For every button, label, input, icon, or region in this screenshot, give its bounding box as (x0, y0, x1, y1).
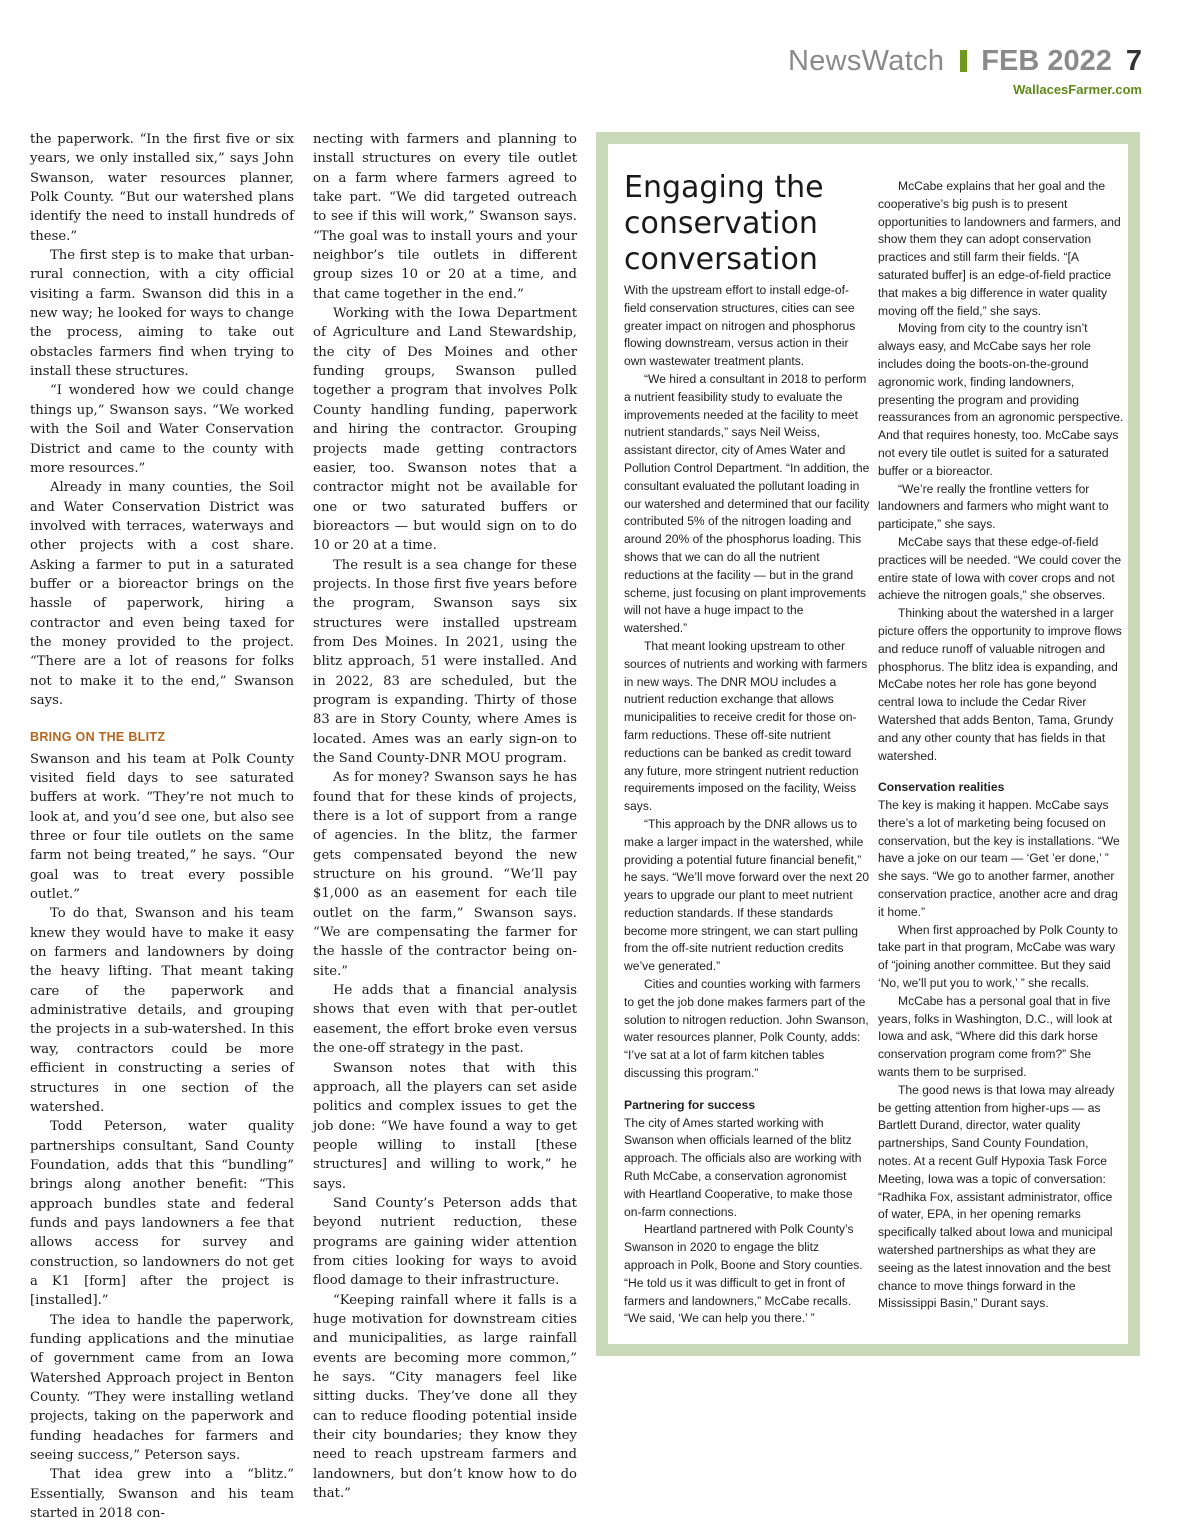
paragraph: “This approach by the DNR allows us to make a larger impact in the watershed, while providing a potential future financial benefit,” he says. “We’ll move forward over the next 20 years to upgrade our plant to meet nutrient reduction standards. If these standards become more stringent, we can start pulling from the off-site nutrient reduction credits we’ve generated.” (624, 816, 870, 974)
sidebar-content (608, 144, 1128, 1344)
paragraph: The key is making it happen. McCabe says there’s a lot of marketing being focused on conservation, but the key is installations. “We have a joke on our team — ‘Get ’er done,’ ” she says. “We go to another farmer, another conservation practice, another acre and drag it home.” (878, 798, 1120, 919)
paragraph: the paperwork. “In the first five or six years, we only installed six,” says John Swanson, water resources planner, Polk County. “But our watershed plans identify the need to install hundreds of these.” (30, 132, 294, 244)
subhead-conservation-realities: Conservation realities (878, 780, 1005, 795)
article-column-1 (30, 130, 294, 1523)
paragraph: That meant looking upstream to other sources of nutrients and working with farmers in new ways. The DNR MOU includes a nutrient reduction exchange that allows municipalities to receive credit for those on-farm reductions. These off-site nutrient reductions can be banked as credit toward any future, more stringent nutrient reduction requirements imposed on the facility, Weiss says. (624, 638, 868, 814)
paragraph: “I wondered how we could change things up,” Swanson says. “We worked with the Soil and Water Conservation District and came to the county with more resources.” (30, 383, 294, 476)
paragraph: As for money? Swanson says he has found that for these kinds of projects, there is a lot of support from a range of agencies. In the blitz, the farmer gets compensated beyond the new structure on his ground. “We’ll pay $1,000 as an easement for each tile outlet on the farm,” Swanson says. “We are compensating the farmer for the hassle of the contractor being on-site.” (313, 770, 577, 979)
paragraph: That idea grew into a “blitz.” Essentially, Swanson and his team started in 2018 con- (30, 1467, 294, 1522)
issue-date: FEB 2022 (981, 45, 1112, 77)
paragraph: To do that, Swanson and his team knew they would have to make it easy on farmers and landowners by doing the heavy lifting. That meant taking care of the paperwork and administrative details, and grouping the projects in a sub-watershed. In this way, contractors could be more efficient in constructing a series of structures in one section of the watershed. (30, 906, 294, 1115)
paragraph: “We hired a consultant in 2018 to perform a nutrient feasibility study to evaluate the improvements needed at the facility to meet nutrient standards,” says Neil Weiss, assistant director, city of Ames Water and Pollution Control Department. “In addition, the consultant evaluated the pollutant loading in our watershed and determined that our facility contributed 5% of the nitrogen loading and around 20% of the phosphorus loading. This shows that we can do all the nutrient reductions at the facility — but in the grand scheme, just focusing on plant improvements will not have a huge impact to the watershed.” (624, 371, 870, 636)
paragraph: McCabe says that these edge-of-field practices will be needed. “We could cover the entire state of Iowa with cover crops and not achieve the nitrogen goals,” she observes. (878, 534, 1122, 603)
paragraph: He adds that a financial analysis shows that even with that per-outlet easement, the effort broke even versus the one-off strategy in the past. (313, 983, 577, 1057)
header-divider-bar (960, 50, 967, 72)
paragraph: McCabe explains that her goal and the cooperative’s big push is to present opportunities to landowners and farmers, and show them they can adopt conservation practices and still farm their fields. “[A saturated buffer] is an edge-of-field practice that makes a big difference in water quality moving off the field,” she says. (878, 179, 1121, 318)
paragraph: “We’re really the frontline vetters for landowners and farmers who might want to participate,” she says. (878, 481, 1109, 532)
paragraph: Working with the Iowa Department of Agriculture and Land Stewardship, the city of Des Moines and other funding groups, Swanson pulled together a program that involves Polk County handling funding, paperwork and hiring the contractor. Grouping projects made getting contractors easier, too. Swanson notes that a contractor might not be available for one or two saturated buffers or bioreactors — but would sign on to do 10 or 20 at a time. (313, 306, 577, 554)
sidebar-column-2 (878, 178, 1124, 1313)
paragraph: With the upstream effort to install edge-of-field conservation structures, cities can see greater impact on nitrogen and phosphorus flowing downstream, versus action in their own wastewater treatment plants. (624, 283, 856, 369)
paragraph: Swanson notes that with this approach, all the players can set aside politics and complex issues to get the job done: “We have found a way to get people willing to install [these structures] and willing to work,” he says. (313, 1060, 577, 1192)
article-column-2 (313, 130, 577, 1503)
sidebar-box (596, 132, 1140, 1356)
page-number: 7 (1125, 45, 1142, 77)
paragraph: necting with farmers and planning to install structures on every tile outlet on a farm where farmers agreed to take part. “We did targeted outreach to see if this will work,” Swanson says. “The goal was to install yours and your neighbor’s tile outlets in different group sizes 10 or 20 at a time, and that came together in the end.” (313, 132, 577, 302)
paragraph: Moving from city to the country isn’t always easy, and McCabe says her role includes doing the boots-on-the-ground agronomic work, finding landowners, presenting the program and providing reassurances from an agronomic perspective. And that requires honesty, too. McCabe says not every tile outlet is suited for a saturated buffer or a bioreactor. (878, 321, 1124, 478)
paragraph: Heartland partnered with Polk County’s Swanson in 2020 to engage the blitz approach in Polk, Boone and Story counties. “He told us it was difficult to get in front of farmers and landowners,” McCabe recalls. “We said, ‘We can help you there.’ ” (624, 1222, 863, 1326)
paragraph: The city of Ames started working with Swanson when officials learned of the blitz approach. The officials also are working with Ruth McCabe, a conservation agronomist with Heartland Cooperative, to make those on-farm connections. (624, 1115, 862, 1219)
sidebar-title: Engaging the conservation conversation (624, 170, 824, 277)
paragraph: Swanson and his team at Polk County visited field days to see saturated buffers at work. “They’re not much to look at, and you’d see one, but also see three or four tile outlets on the same farm not being treated,” he says. “Our goal was to treat every possible outlet.” (30, 751, 294, 903)
section-name: NewsWatch (787, 45, 945, 77)
sidebar-column-1 (624, 282, 870, 1328)
paragraph: “Keeping rainfall where it falls is a huge motivation for downstream cities and municipalities, as large rainfall events are becoming more common,” he says. “City managers feel like sitting ducks. They’ve done all they can to reduce flooding potential inside their city boundaries; they know they need to reach upstream farmers and landowners, but don’t know how to do that.” (313, 1292, 577, 1502)
paragraph: The good news is that Iowa may already be getting attention from higher-ups — as Bartlett Durand, director, water quality partnerships, Sand County Foundation, notes. At a recent Gulf Hypoxia Task Force Meeting, Iowa was a topic of conversation: “Radhika Fox, assistant administrator, office of water, EPA, in her opening remarks specifically talked about Iowa and municipal watershed partnerships as what they are seeing as the latest innovation and the best chance to move things forward in the Mississippi Basin,” Durant says. (878, 1082, 1115, 1311)
paragraph: When first approached by Polk County to take part in that program, McCabe was wary of “joining another committee. But they said ‘No, we’ll put you to work,’ ” she recalls. (878, 922, 1118, 991)
header-line (788, 44, 1142, 78)
paragraph: The first step is to make that urban-rural connection, with a city official visiting a farm. Swanson did this in a new way; he looked for ways to change the process, aiming to take out obstacles farmers find when trying to install these structures. (30, 248, 294, 380)
paragraph: Cities and counties working with farmers to get the job done makes farmers part of the solution to nitrogen reduction. John Swanson, water resources planner, Polk County, adds: “I’ve sat at a lot of farm kitchen tables discussing this program.” (624, 977, 869, 1081)
page-header (788, 44, 1142, 97)
paragraph: The result is a sea change for these projects. In those first five years before the program, Swanson says six structures were installed upstream from Des Moines. In 2021, using the blitz approach, 51 were installed. And in 2022, 83 are scheduled, but the program is expanding. Thirty of those 83 are in Story County, where Ames is located. Ames was an early sign-on to the Sand County-DNR MOU program. (313, 557, 577, 766)
paragraph: Thinking about the watershed in a larger picture offers the opportunity to improve flows and reduce runoff of valuable nitrogen and phosphorus. The blitz idea is expanding, and McCabe notes her role has gone beyond central Iowa to include the Cedar River Watershed that adds Benton, Tama, Grundy and any other county that has fields in that watershed. (878, 606, 1122, 763)
paragraph: The idea to handle the paperwork, funding applications and the minutiae of government came from an Iowa Watershed Approach project in Benton County. “They were installing wetland projects, taking on the paperwork and funding headaches for farmers and seeing success,” Peterson says. (30, 1312, 294, 1464)
paragraph: McCabe has a personal goal that in five years, folks in Washington, D.C., will look at Iowa and ask, “Where did this dark horse conservation program come from?” She wants them to be surprised. (878, 993, 1113, 1080)
subhead-bring-on-the-blitz: BRING ON THE BLITZ (30, 730, 166, 745)
paragraph: Sand County’s Peterson adds that beyond nutrient reduction, these programs are gaining wider attention from cities looking for ways to avoid flood damage to their infrastructure. (313, 1195, 577, 1289)
paragraph: Todd Peterson, water quality partnerships consultant, Sand County Foundation, adds that this “bundling” brings along another benefit: “This approach bundles state and federal funds and pays landowners a fee that allows access for survey and construction, so landowners do not get a K1 [form] after the project is [installed].” (30, 1119, 294, 1309)
site-url: WallacesFarmer.com (1013, 82, 1142, 97)
subhead-partnering-for-success: Partnering for success (624, 1097, 756, 1112)
paragraph: Already in many counties, the Soil and Water Conservation District was involved with terraces, waterways and other projects with a cost share. Asking a farmer to put in a saturated buffer or a bioreactor brings on the hassle of paperwork, hiring a contractor and even being taxed for the money provided to the project. “There are a lot of reasons for folks not to make it to the end,” Swanson says. (30, 480, 294, 708)
